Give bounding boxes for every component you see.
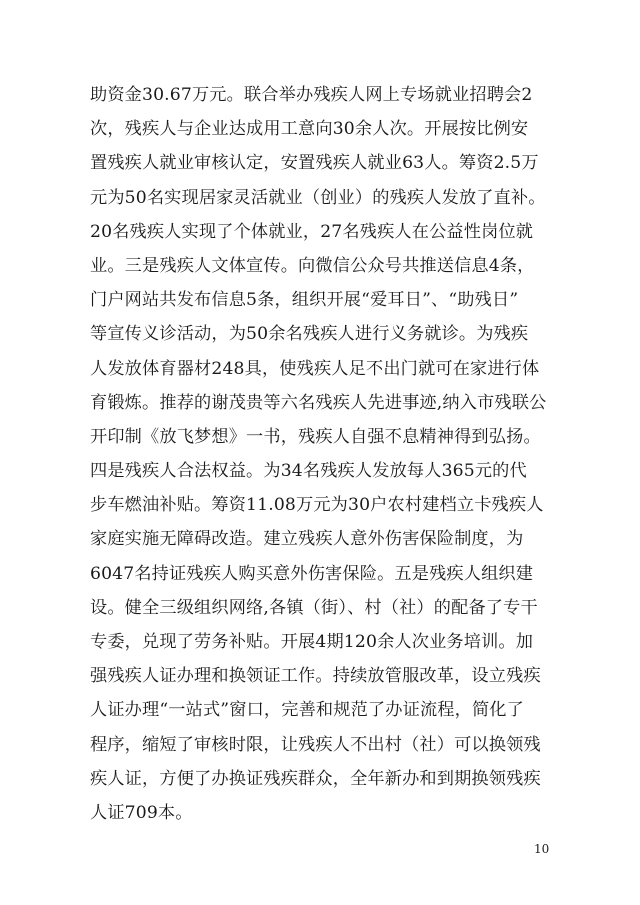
- body-text: [90, 78, 560, 830]
- text-line: 助资金30.67万元。联合举办残疾人网上专场就业招聘会2: [90, 85, 533, 105]
- text-line: 人证办理“一站式”窗口，完善和规范了办证流程，简化了: [90, 700, 524, 721]
- text-line: 20名残疾人实现了个体就业，27名残疾人在公益性岗位就: [90, 221, 534, 242]
- text-line: 次，残疾人与企业达成用工意向30余人次。开展按比例安: [90, 119, 529, 140]
- text-line: 人发放体育器材248具，使残疾人足不出门就可在家进行体: [90, 358, 540, 379]
- text-line: 人证709本。: [90, 802, 193, 823]
- text-line: 设。健全三级组织网络,各镇（街）、村（社）的配备了专干: [90, 597, 538, 618]
- text-line: 等宣传义诊活动，为50余名残疾人进行义务就诊。为残疾: [90, 324, 529, 345]
- text-line: 6047名持证残疾人购买意外伤害保险。五是残疾人组织建: [90, 563, 534, 584]
- text-line: 置残疾人就业审核认定，安置残疾人就业63人。筹资2.5万: [90, 153, 539, 174]
- text-line: 疾人证，方便了办换证残疾群众，全年新办和到期换领残疾: [90, 768, 541, 789]
- text-line: 家庭实施无障碍改造。建立残疾人意外伤害保险制度，为: [90, 529, 524, 550]
- text-line: 育锻炼。推荐的谢茂贵等六名残疾人先进事迹,纳入市残联公: [90, 392, 547, 413]
- text-line: 程序，缩短了审核时限，让残疾人不出村（社）可以换领残: [90, 734, 541, 755]
- text-line: 门户网站共发布信息5条，组织开展“爱耳日”、“助残日”: [90, 290, 519, 311]
- text-line: 业。三是残疾人文体宣传。向微信公众号共推送信息4条，: [90, 255, 535, 276]
- text-line: 四是残疾人合法权益。为34名残疾人发放每人365元的代: [90, 461, 527, 482]
- page-number: 10: [534, 842, 550, 856]
- text-line: 开印制《放飞梦想》一书，残疾人自强不息精神得到弘扬。: [90, 426, 541, 447]
- text-line: 步车燃油补贴。筹资11.08万元为30户农村建档立卡残疾人: [90, 495, 544, 516]
- text-line: 元为50名实现居家灵活就业（创业）的残疾人发放了直补。: [90, 187, 546, 208]
- text-line: 强残疾人证办理和换领证工作。持续放管服改革，设立残疾: [90, 666, 541, 687]
- text-line: 专委，兑现了劳务补贴。开展4期120余人次业务培训。加: [90, 632, 534, 652]
